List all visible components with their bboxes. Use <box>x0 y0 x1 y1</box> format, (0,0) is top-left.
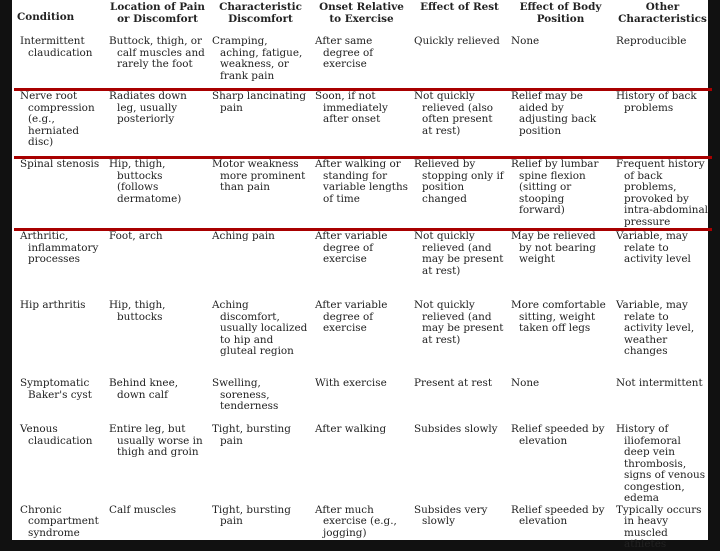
cell-position: Relief may be aided by adjusting back position <box>511 90 597 137</box>
cell-condition: Venous claudication <box>20 423 93 447</box>
cell-rest: Quickly relieved <box>414 35 500 47</box>
cell-condition: Nerve root compression (e.g., herniated disc) <box>20 90 95 148</box>
cell-onset: Soon, if not immediately after onset <box>315 90 388 125</box>
document-page <box>12 0 709 550</box>
cell-other: Not intermittent <box>616 377 703 389</box>
table-row <box>14 424 712 505</box>
table-header-row <box>14 0 712 36</box>
cell-position: Relief by lumbar spine flexion (sitting or stooping forward) <box>511 158 599 216</box>
header-position: Effect of Body Position <box>519 1 602 25</box>
claudication-differential-table <box>14 0 712 551</box>
cell-position: May be relieved by not bearing weight <box>511 230 596 265</box>
cell-onset: After walking <box>315 423 387 435</box>
table-row <box>14 91 712 156</box>
cell-condition: Symptomatic Baker's cyst <box>20 377 92 401</box>
cell-onset: After variable degree of exercise <box>315 299 388 334</box>
cell-rest: Not quickly relieved (and may be present at rest) <box>414 299 504 346</box>
table-row <box>14 159 712 228</box>
cell-onset: After walking or standing for variable lengths of time <box>315 158 408 205</box>
header-other: Other Characteristics <box>618 1 707 25</box>
cell-location: Hip, thigh, buttocks (follows dermatome) <box>109 158 182 205</box>
cell-position: None <box>511 35 540 47</box>
table-row <box>14 231 712 300</box>
cell-discomfort: Aching discomfort, usually localized to hip and gluteal region <box>212 299 308 357</box>
cell-location: Hip, thigh, buttocks <box>109 299 166 323</box>
cell-position: More comfortable sitting, weight taken off legs <box>511 299 606 334</box>
cell-condition: Chronic compartment syndrome <box>20 503 99 539</box>
cell-other: Frequent history of back problems, provoked by intra-abdominal pressure <box>616 158 709 228</box>
cell-rest: Relieved by stopping only if position changed <box>414 158 504 205</box>
header-discomfort: Characteristic Discomfort <box>219 1 302 25</box>
table-row <box>14 378 712 424</box>
cell-onset: With exercise <box>315 377 387 389</box>
cell-onset: After much exercise (e.g., jogging) <box>315 503 397 539</box>
cell-location: Foot, arch <box>109 230 163 242</box>
cell-rest: Not quickly relieved (and may be present at rest) <box>414 230 504 277</box>
cell-location: Calf muscles <box>109 503 177 516</box>
header-onset: Onset Relative to Exercise <box>319 1 404 25</box>
header-location: Location of Pain or Discomfort <box>110 1 205 25</box>
cell-onset: After same degree of exercise <box>315 35 374 70</box>
cell-location: Buttock, thigh, or calf muscles and rarely the foot <box>109 35 205 70</box>
header-condition: Condition <box>17 11 75 23</box>
cell-rest: Subsides very slowly <box>414 503 488 527</box>
table-row <box>14 505 712 551</box>
cell-other: History of back problems <box>616 90 697 114</box>
header-rest: Effect of Rest <box>420 1 499 13</box>
cell-location: Behind knee, down calf <box>109 377 179 401</box>
cell-other: Typically occurs in heavy muscled athletes <box>616 503 702 550</box>
cell-rest: Not quickly relieved (also often present at rest) <box>414 90 494 137</box>
cell-discomfort: Motor weakness more prominent than pain <box>212 158 306 193</box>
cell-location: Radiates down leg, usually posteriorly <box>109 90 187 125</box>
cell-location: Entire leg, but usually worse in thigh and groin <box>109 423 203 458</box>
table-row <box>14 300 712 378</box>
cell-discomfort: Cramping, aching, fatigue, weakness, or frank pain <box>212 35 303 82</box>
cell-condition: Hip arthritis <box>20 299 86 311</box>
cell-other: Reproducible <box>616 35 687 47</box>
cell-other: Variable, may relate to activity level <box>616 230 691 265</box>
cell-condition: Intermittent claudication <box>20 35 93 59</box>
cell-other: History of iliofemoral deep vein thrombosis, signs of venous congestion, edema <box>616 423 706 504</box>
cell-position: Relief speeded by elevation <box>511 423 605 447</box>
cell-position: None <box>511 377 540 389</box>
cell-onset: After variable degree of exercise <box>315 230 388 265</box>
cell-discomfort: Tight, bursting pain <box>212 423 291 447</box>
cell-discomfort: Aching pain <box>212 230 275 242</box>
cell-condition: Spinal stenosis <box>20 158 100 170</box>
cell-discomfort: Swelling, soreness, tenderness <box>212 377 279 412</box>
table-row <box>14 36 712 88</box>
cell-position: Relief speeded by elevation <box>511 503 605 527</box>
cell-rest: Present at rest <box>414 377 493 389</box>
cell-discomfort: Sharp lancinating pain <box>212 90 307 114</box>
cell-condition: Arthritic, inflammatory processes <box>20 230 99 265</box>
cell-rest: Subsides slowly <box>414 423 498 435</box>
cell-other: Variable, may relate to activity level, weather changes <box>616 299 695 357</box>
cell-discomfort: Tight, bursting pain <box>212 503 291 527</box>
